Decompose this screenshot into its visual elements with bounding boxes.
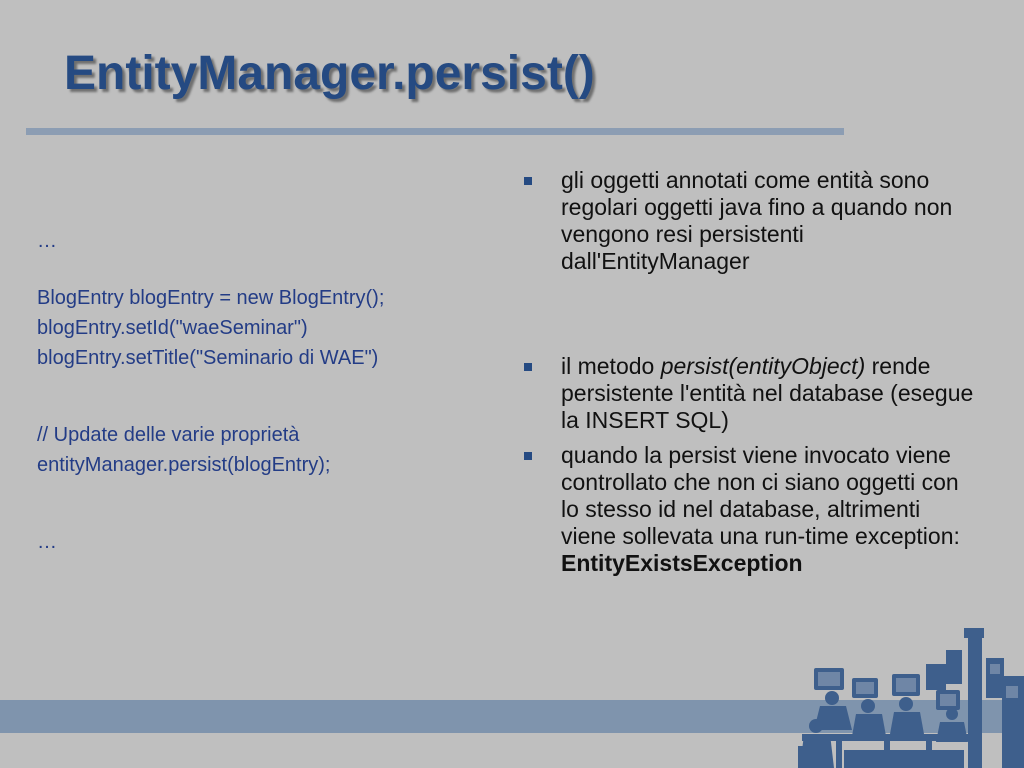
bullet-text-entities: gli oggetti annotati come entità sono regolari oggetti java fino a quando non vengono resi persistenti dall'EntityManager bbox=[561, 167, 953, 274]
square-bullet-icon bbox=[524, 452, 532, 460]
title-divider bbox=[26, 128, 844, 135]
bullet-list bbox=[524, 167, 974, 577]
computer-lab-people-logo-icon bbox=[796, 628, 1024, 768]
bullet-item-persist-method bbox=[524, 353, 974, 434]
code-line-new-blogentry: BlogEntry blogEntry = new BlogEntry(); bbox=[37, 287, 385, 309]
code-line-persist: entityManager.persist(blogEntry); bbox=[37, 454, 331, 476]
code-line-ellipsis-bottom: … bbox=[37, 531, 57, 553]
bullet-item-entities bbox=[524, 167, 974, 275]
bullet-text-persist-method: persist(entityObject) bbox=[660, 353, 866, 379]
bullet-text-exception-pre: quando la persist viene invocato viene controllato che non ci siano oggetti con lo stesso id nel database, altrimenti viene sollevata una run-time exception: bbox=[561, 442, 960, 549]
bullet-text-persist-pre: il metodo bbox=[561, 353, 661, 379]
code-snippet bbox=[37, 226, 507, 557]
code-line-ellipsis-top: … bbox=[37, 230, 57, 252]
square-bullet-icon bbox=[524, 363, 532, 371]
square-bullet-icon bbox=[524, 177, 532, 185]
bullet-item-exception bbox=[524, 442, 974, 577]
bullet-text-exception-name: EntityExistsException bbox=[561, 550, 803, 576]
code-line-settitle: blogEntry.setTitle("Seminario di WAE") bbox=[37, 347, 379, 369]
slide-title: EntityManager.persist() bbox=[64, 47, 595, 100]
code-line-setid: blogEntry.setId("waeSeminar") bbox=[37, 317, 308, 339]
bullet-text-persist-post: rende persistente l'entità nel database (esegue la INSERT SQL) bbox=[561, 353, 974, 433]
code-line-comment: // Update delle varie proprietà bbox=[37, 424, 300, 446]
